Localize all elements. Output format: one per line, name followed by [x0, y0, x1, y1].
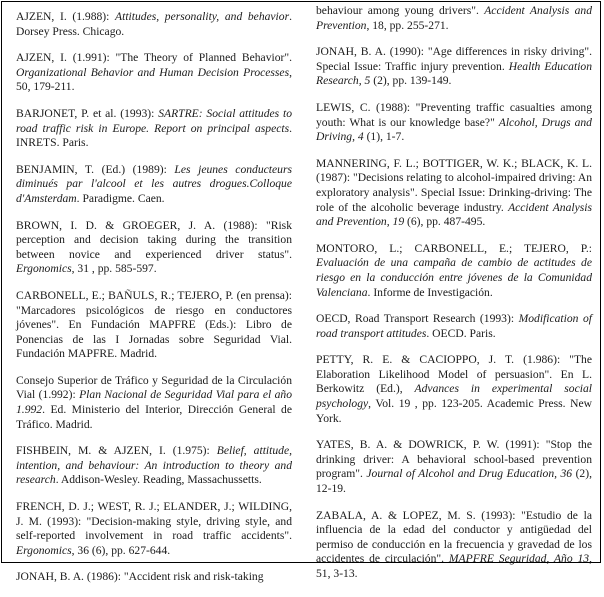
- reference-entry: BENJAMIN, T. (Ed.) (1989): Les jeunes conducteurs diminués par l'alcool et les autres drogues.Colloque d'Amsterdam. Paradigme. Caen.: [16, 162, 292, 205]
- reference-entry: LEWIS, C. (1988): "Preventing traffic casualties among youth: What is our knowledge base?" Alcohol, Drugs and Driving, 4 (1), 1-7.: [316, 100, 592, 144]
- reference-entry: BARJONET, P. et al. (1993): SARTRE: Social attitudes to road traffic risk in Europe. Report on principal aspects. INRETS. Paris.: [16, 106, 292, 150]
- reference-entry: MONTORO, L.; CARBONELL, E.; TEJERO, P.: Evaluación de una campaña de cambio de actitudes de riesgo en la conducción entre jóvenes de la Comunidad Valenciana. Informe de Investigación.: [316, 241, 592, 299]
- reference-entry: YATES, B. A. & DOWRICK, P. W. (1991): "Stop the drinking driver: A behavioral school-based prevention program". Journal of Alcohol and Drug Education, 36 (2), 12-19.: [316, 438, 592, 496]
- reference-entry: AJZEN, I. (1.991): "The Theory of Planned Behavior". Organizational Behavior and Human Decision Processes, 50, 179-211.: [16, 51, 292, 94]
- reference-entry: Consejo Superior de Tráfico y Seguridad de la Circulación Vial (1.992): Plan Nacional de Seguridad Vial para el año 1.992. Ed. Ministerio del Interior, Dirección General de Tráfico. Madrid.: [16, 373, 292, 431]
- reference-entry: OECD, Road Transport Research (1993): Modification of road transport attitudes. OECD. Paris.: [316, 312, 593, 340]
- reference-entry: behaviour among young drivers". Accident Analysis and Prevention, 18, pp. 255-271.: [316, 4, 592, 32]
- reference-entry: AJZEN, I. (1.988): Attitudes, personality, and behavior. Dorsey Press. Chicago.: [16, 10, 292, 38]
- reference-entry: CARBONELL, E.; BAÑULS, R.; TEJERO, P. (en prensa): "Marcadores psicológicos de riesgo en conductores jóvenes". En Fundación MAPFRE (Eds.): Libro de Ponencias de las I Jornadas sobre Seguridad Vial. Fundación MAPFRE. Madrid.: [16, 288, 292, 361]
- reference-entry: ZABALA, A. & LOPEZ, M. S. (1993): "Estudio de la influencia de la edad del conductor y antigüedad del permiso de conducción en la frecuencia y gravedad de los accidentes de circulación". MAPFRE Seguridad, Año 13, 51, 3-13.: [316, 508, 592, 580]
- left-column: [16, 10, 292, 597]
- reference-entry: FRENCH, D. J.; WEST, R. J.; ELANDER, J.; WILDING, J. M. (1993): "Decision-making style, driving style, and self-reported involvement in road traffic accidents". Ergonomics, 36 (6), pp. 627-644.: [16, 500, 292, 557]
- reference-entry: BROWN, I. D. & GROEGER, J. A. (1988): "Risk perception and decision taking during the transition between novice and experienced driver status". Ergonomics, 31 , pp. 585-597.: [16, 218, 292, 276]
- reference-entry: JONAH, B. A. (1986): "Accident risk and risk-taking: [16, 570, 264, 584]
- reference-entry: JONAH, B. A. (1990): "Age differences in risky driving". Special Issue: Traffic injury prevention. Health Education Research, 5 (2), pp. 139-149.: [316, 45, 593, 88]
- reference-entry: FISHBEIN, M. & AJZEN, I. (1.975): Belief, attitude, intention, and behaviour: An introduction to theory and research. Addison-Wesley. Reading, Massachussetts.: [16, 444, 292, 487]
- reference-entry: MANNERING, F. L.; BOTTIGER, W. K.; BLACK, K. L. (1987): "Decisions relating to alcohol-impaired driving: An exploratory analysis". Special Issue: Drinking-driving: The role of the alcoholic beverage industry. Accident Analysis and Prevention, 19 (6), pp. 487-495.: [316, 156, 592, 229]
- reference-entry: PETTY, R. E. & CACIOPPO, J. T. (1.986): "The Elaboration Likelihood Model of persuasion". En L. Berkowitz (Ed.), Advances in experimental social psychology, Vol. 19 , pp. 123-205. Academic Press. New York.: [316, 353, 592, 425]
- right-column: [316, 4, 592, 594]
